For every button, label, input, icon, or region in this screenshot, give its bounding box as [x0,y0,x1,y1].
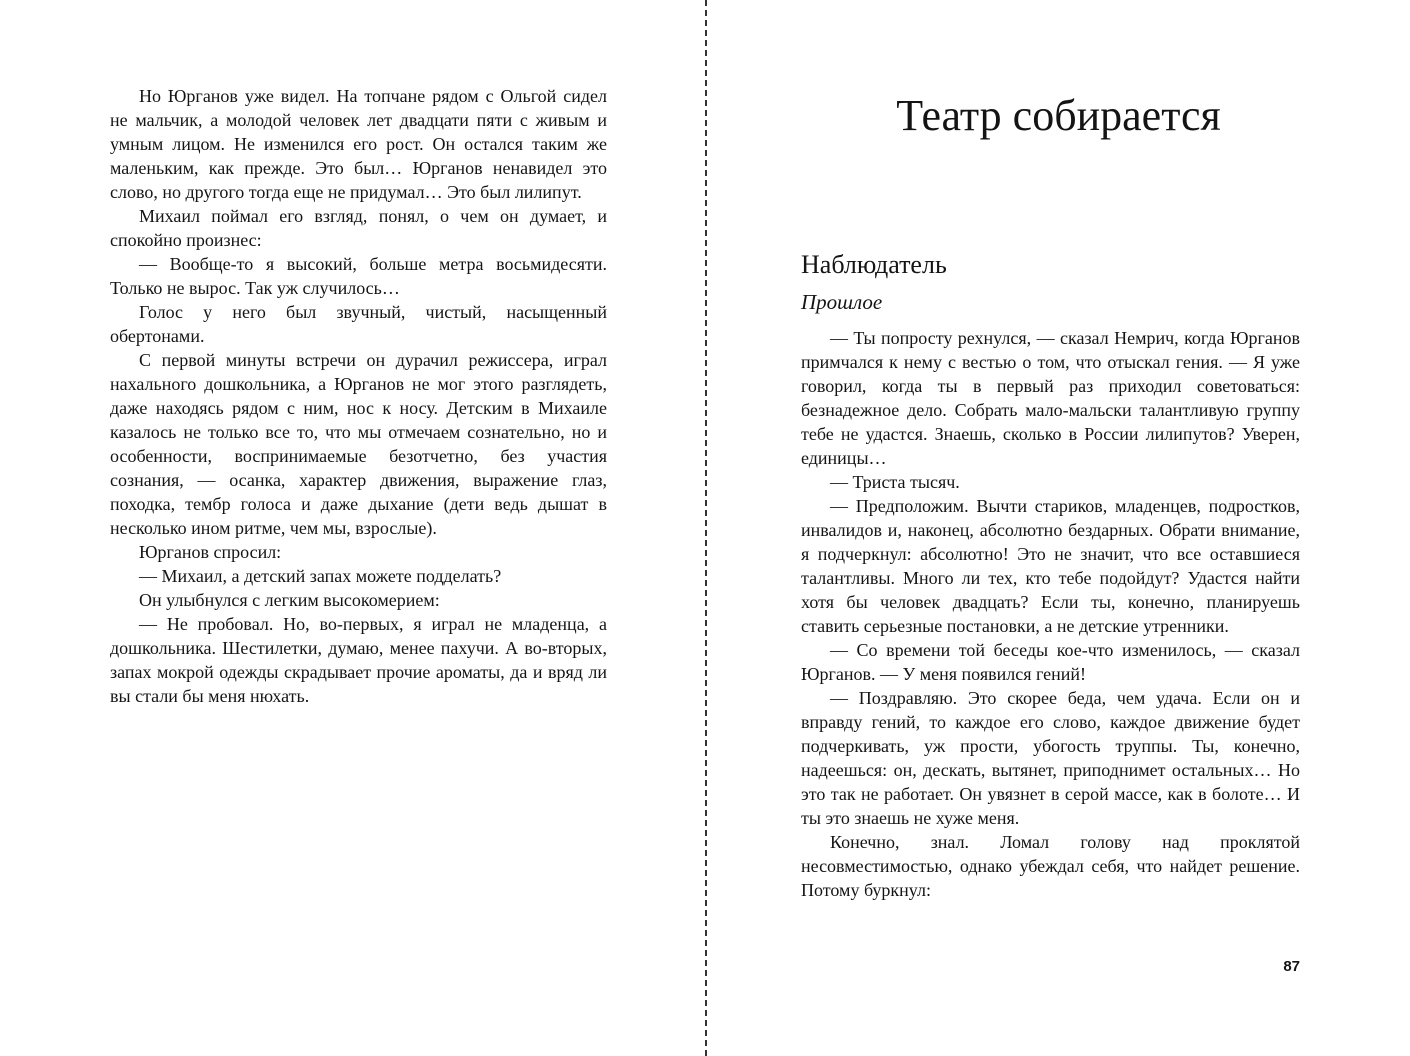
paragraph: — Вообще-то я высокий, больше метра восьмидесяти. Только не вырос. Так уж случилось… [110,254,607,298]
paragraph: Юрганов спросил: [139,542,282,562]
left-page-body [110,84,607,708]
paragraph: — Михаил, а детский запах можете подделать? [139,566,502,586]
paragraph: Он улыбнулся с легким высокомерием: [139,590,440,610]
paragraph: Конечно, знал. Ломал голову над проклятой несовместимостью, однако убеждал себя, что найдет решение. Потому буркнул: [801,832,1300,900]
paragraph: Михаил поймал его взгляд, понял, о чем он думает, и спокойно произнес: [110,206,607,250]
paragraph: Но Юрганов уже видел. На топчане рядом с Ольгой сидел не мальчик, а молодой человек лет двадцати пяти с живым и умным лицом. Не изменился его рост. Он остался таким же маленьким, как прежде. Это был… Юрганов ненавидел это слово, но другого тогда еще не придумал… Это был лилипут. [110,86,607,202]
section-heading: Наблюдатель [801,250,947,279]
paragraph: С первой минуты встречи он дурачил режиссера, играл нахального дошкольника, а Юрганов не мог этого разглядеть, даже находясь рядом с ним, нос к носу. Детским в Михаиле казалось не только все то, что мы отмечаем сознательно, но и особенности, воспринимаемые безотчетно, без участия сознания, — осанка, характер движения, выражение глаз, походка, тембр голоса и даже дыхание (дети ведь дышат в несколько ином ритме, чем мы, взрослые). [110,350,607,538]
right-page [707,0,1410,1056]
paragraph: Голос у него был звучный, чистый, насыщенный обертонами. [110,302,607,346]
paragraph: — Не пробовал. Но, во-первых, я играл не младенца, а дошкольника. Шестилетки, думаю, менее пахучи. А во-вторых, запах мокрой одежды скрадывает прочие ароматы, да и вряд ли вы стали бы меня нюхать. [110,614,607,706]
paragraph: — Ты попросту рехнулся, — сказал Немрич, когда Юрганов примчался к нему с вестью о том, что отыскал гения. — Я уже говорил, когда ты в первый раз приходил советоваться: безнадежное дело. Собрать мало-мальски талантливую группу тебе не удастся. Знаешь, сколько в России лилипутов? Уверен, единицы… [801,328,1300,468]
paragraph: — Предположим. Вычти стариков, младенцев, подростков, инвалидов и, наконец, абсолютно бездарных. Обрати внимание, я подчеркнул: абсолютно! Это не значит, что все оставшиеся талантливы. Много ли тех, кто тебе подойдут? Удастся найти хотя бы человек двадцать? Если ты, конечно, планируешь ставить серьезные постановки, а не детские утренники. [801,496,1300,636]
chapter-title: Театр собирается [896,91,1221,140]
right-page-body [801,326,1300,902]
section-subheading: Прошлое [801,290,883,314]
paragraph: — Со времени той беседы кое-что изменилось, — сказал Юрганов. — У меня появился гений! [801,640,1300,684]
page-number: 87 [1283,958,1300,975]
paragraph: — Триста тысяч. [830,472,960,492]
paragraph: — Поздравляю. Это скорее беда, чем удача. Если он и вправду гений, то каждое его слово, каждое движение будет подчеркивать, уж прости, убогость труппы. Ты, конечно, надеешься: он, дескать, вытянет, приподнимет остальных… Но это так не работает. Он увязнет в серой массе, как в болоте… И ты это знаешь не хуже меня. [801,688,1300,828]
